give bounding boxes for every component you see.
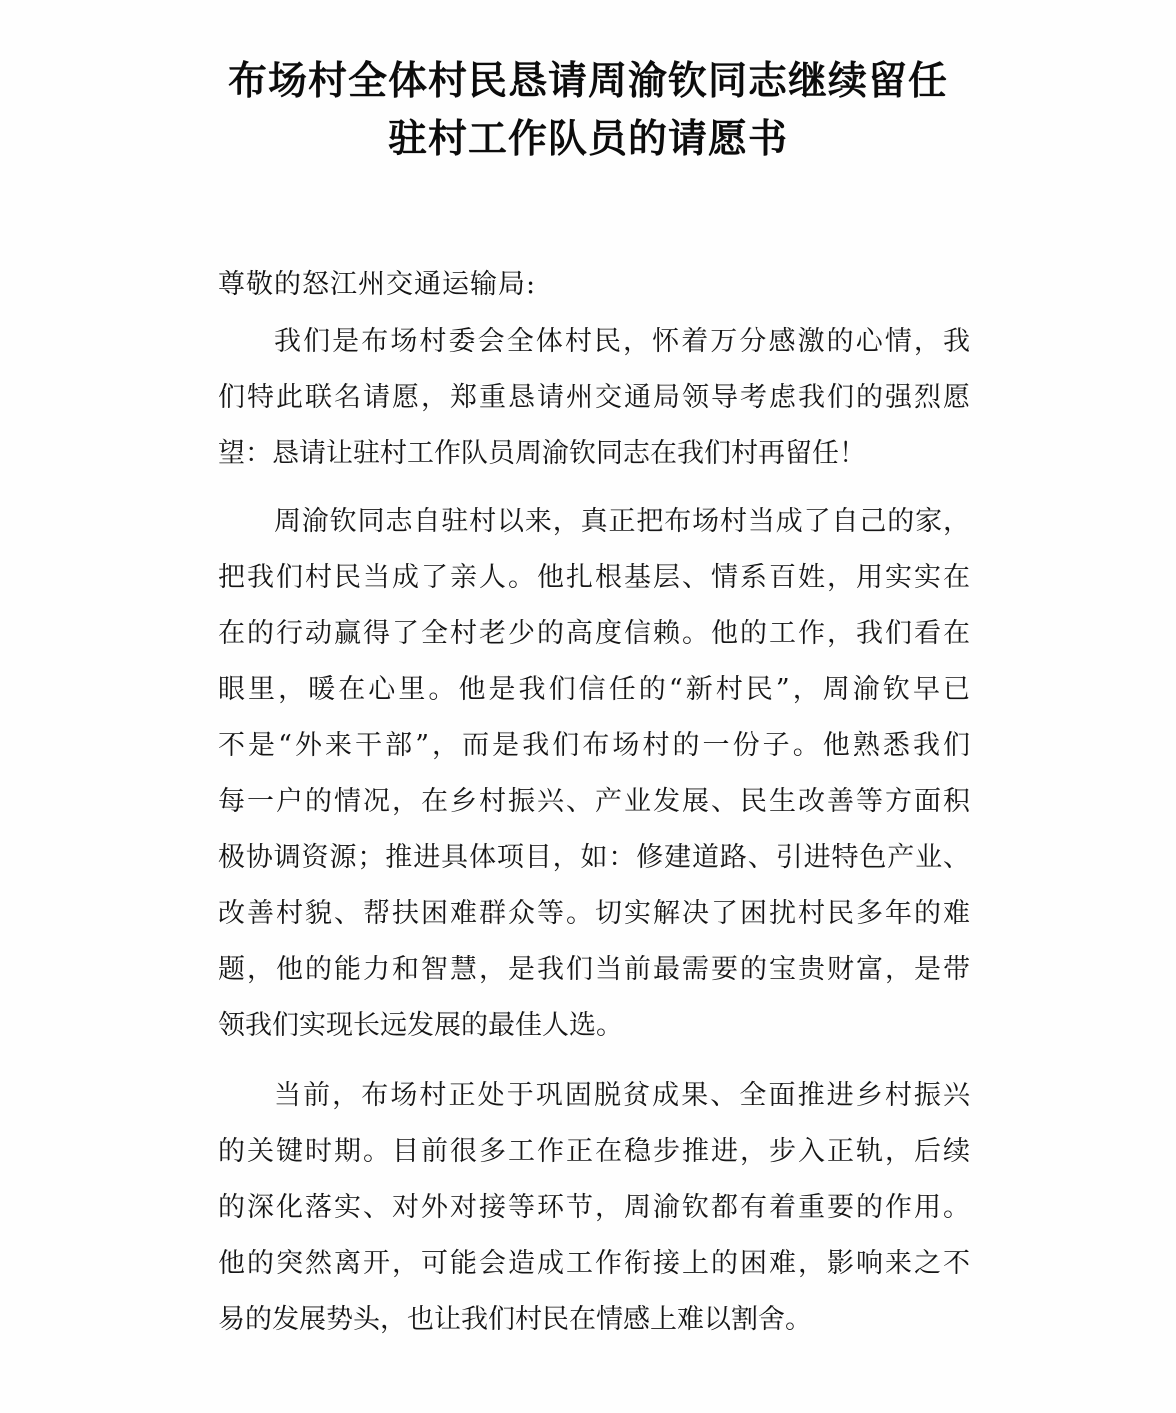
paragraph-line: 在的行动赢得了全村老少的高度信赖。他的工作，我们看在 xyxy=(218,618,970,649)
paragraph-line: 每一户的情况，在乡村振兴、产业发展、民生改善等方面积 xyxy=(218,786,970,817)
paragraph-3 xyxy=(218,1068,970,1348)
paragraph-line: 他的突然离开，可能会造成工作衔接上的困难，影响来之不 xyxy=(218,1248,970,1279)
paragraph-line: 把我们村民当成了亲人。他扎根基层、情系百姓，用实实在 xyxy=(218,562,970,593)
paragraph-line: 领我们实现长远发展的最佳人选。 xyxy=(218,1010,623,1041)
paragraph-line: 当前，布场村正处于巩固脱贫成果、全面推进乡村振兴 xyxy=(274,1080,970,1111)
paragraph-2 xyxy=(218,494,970,1054)
paragraph-line: 题，他的能力和智慧，是我们当前最需要的宝贵财富，是带 xyxy=(218,954,970,985)
paragraph-line: 改善村貌、帮扶困难群众等。切实解决了困扰村民多年的难 xyxy=(218,898,970,929)
document-title-line-2: 驻村工作队员的请愿书 xyxy=(387,117,788,162)
paragraph-line: 周渝钦同志自驻村以来，真正把布场村当成了自己的家， xyxy=(274,506,970,537)
paragraph-line: 我们是布场村委会全体村民，怀着万分感激的心情，我 xyxy=(274,326,970,357)
paragraph-line: 极协调资源；推进具体项目，如：修建道路、引进特色产业、 xyxy=(218,842,970,873)
paragraph-line: 的关键时期。目前很多工作正在稳步推进，步入正轨，后续 xyxy=(218,1136,970,1167)
paragraph-line: 眼里，暖在心里。他是我们信任的“新村民”，周渝钦早已 xyxy=(218,674,970,705)
paragraph-line: 望：恳请让驻村工作队员周渝钦同志在我们村再留任！ xyxy=(218,438,866,469)
paragraph-line: 们特此联名请愿，郑重恳请州交通局领导考虑我们的强烈愿 xyxy=(218,382,970,413)
paragraph-line: 的深化落实、对外对接等环节，周渝钦都有着重要的作用。 xyxy=(218,1192,970,1223)
paragraph-line: 易的发展势头，也让我们村民在情感上难以割舍。 xyxy=(218,1304,812,1335)
salutation: 尊敬的怒江州交通运输局: xyxy=(218,269,537,300)
paragraph-line: 不是“外来干部”，而是我们布场村的一份子。他熟悉我们 xyxy=(218,730,970,761)
paragraph-1 xyxy=(218,314,970,482)
document-title-line-1: 布场村全体村民恳请周渝钦同志继续留任 xyxy=(227,59,948,104)
